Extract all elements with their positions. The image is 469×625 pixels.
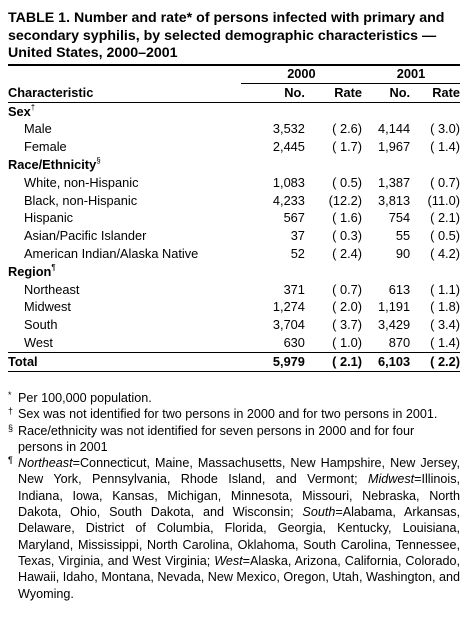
table-row (8, 298, 460, 316)
rate-2001: ( 3.0) (430, 121, 460, 137)
footnotes (8, 390, 460, 602)
count-2000: 3,704 (272, 317, 305, 333)
total-rate-2000: ( 2.1) (305, 352, 362, 371)
section-header-row (8, 102, 460, 120)
total-rate-2001: ( 2.2) (410, 352, 460, 371)
section-footnote-mark: § (96, 155, 101, 165)
footnote-sex-text: Sex was not identified for two persons in 2000 and for two persons in 2001. (18, 407, 438, 422)
rate-2001: ( 0.7) (430, 174, 460, 190)
row-label: Northeast (24, 281, 80, 297)
row-label: Hispanic (24, 210, 74, 226)
section-name: Region (8, 263, 52, 279)
region-states-west: =Alaska, Arizona, California, Colorado, Hawaii, Idaho, Montana, Nevada, New Mexico, Oregon, Utah, Washington, and Wyoming. (18, 553, 460, 601)
section-footnote-mark: ¶ (51, 262, 56, 272)
region-name-northeast: Northeast (18, 456, 73, 471)
no-2000-header: No. (241, 83, 305, 102)
rate-2000-header: Rate (305, 83, 362, 102)
count-2000: 567 (283, 210, 305, 226)
region-name-south: South (302, 505, 336, 520)
count-2000: 1,274 (272, 299, 305, 315)
row-label: Black, non-Hispanic (24, 192, 138, 208)
characteristic-header: Characteristic (8, 83, 241, 102)
section-header-row (8, 156, 460, 174)
rate-2001: ( 0.5) (430, 228, 460, 244)
column-header-row (8, 83, 460, 102)
count-2000: 630 (283, 334, 305, 350)
table-row (8, 174, 460, 192)
region-name-west: West (214, 553, 243, 568)
region-states-northeast: =Connecticut, Maine, Massachusetts, New Hampshire, New Jersey, New York, Pennsylvania, Rhode Island, and Vermont; (18, 456, 460, 487)
row-label: Male (24, 121, 52, 137)
table-row (8, 316, 460, 334)
rate-2000: ( 1.6) (332, 210, 363, 226)
count-2001: 613 (388, 281, 411, 297)
count-2001: 3,429 (378, 317, 411, 333)
rate-2001: ( 4.2) (430, 245, 460, 261)
total-count-2001: 6,103 (362, 352, 410, 371)
total-count-2000: 5,979 (241, 352, 305, 371)
count-2001: 1,191 (378, 299, 411, 315)
count-2000: 4,233 (272, 192, 305, 208)
row-label: White, non-Hispanic (24, 174, 139, 190)
rate-2000: ( 3.7) (332, 317, 363, 333)
year-2001-label: 2001 (362, 65, 460, 83)
footnote-para-mark: ¶ (8, 455, 13, 466)
section-footnote-mark: † (30, 102, 36, 112)
rate-2000: (12.2) (328, 192, 363, 208)
rate-2001: (11.0) (427, 192, 460, 208)
rate-2001: ( 1.8) (430, 299, 460, 315)
count-2001: 90 (395, 245, 411, 261)
row-label: West (24, 334, 53, 350)
region-name-midwest: Midwest (367, 472, 415, 487)
table-row (8, 245, 460, 263)
count-2001: 1,387 (378, 174, 411, 190)
rate-2000: ( 1.7) (332, 139, 363, 155)
count-2001: 55 (395, 228, 411, 244)
rate-2001: ( 1.1) (430, 281, 460, 297)
section-name: Race/Ethnicity (8, 156, 97, 172)
count-2000: 3,532 (272, 121, 305, 137)
row-label: Asian/Pacific Islander (24, 228, 147, 244)
footnote-dagger-mark: † (8, 406, 14, 417)
row-label: Midwest (24, 299, 71, 315)
table-row (8, 334, 460, 352)
footnote-race (8, 423, 460, 456)
count-2000: 1,083 (272, 174, 305, 190)
table-row (8, 209, 460, 227)
rate-2000: ( 2.0) (332, 299, 363, 315)
rate-2000: ( 0.7) (332, 281, 363, 297)
count-2001: 754 (388, 210, 411, 226)
data-table (8, 65, 460, 372)
table-row (8, 120, 460, 138)
row-label: South (24, 317, 58, 333)
rate-2000: ( 2.6) (332, 121, 363, 137)
year-header-row (8, 65, 460, 83)
count-2001: 4,144 (378, 121, 411, 137)
count-2000: 37 (290, 228, 305, 244)
table-row (8, 281, 460, 299)
region-states-midwest: =Illinois, Indiana, Iowa, Kansas, Michigan, Minnesota, Missouri, Nebraska, North Dakota, Ohio, South Dakota, and Wisconsin; (18, 472, 460, 520)
count-2000: 2,445 (272, 139, 305, 155)
footnote-sex (8, 406, 460, 422)
rate-2001: ( 2.1) (430, 210, 460, 226)
count-2000: 371 (283, 281, 305, 297)
count-2000: 52 (290, 245, 305, 261)
count-2001: 870 (388, 334, 411, 350)
section-name: Sex (8, 103, 31, 119)
rate-2000: ( 0.3) (332, 228, 363, 244)
table-row (8, 192, 460, 210)
table-row (8, 227, 460, 245)
rate-2000: ( 0.5) (332, 174, 363, 190)
rate-2000: ( 2.4) (332, 245, 363, 261)
footnote-rate-text: Per 100,000 population. (18, 391, 152, 405)
section-header-row (8, 263, 460, 281)
count-2001: 1,967 (378, 139, 411, 155)
rate-2000: ( 1.0) (332, 334, 363, 350)
row-label: Female (24, 139, 67, 155)
rate-2001: ( 1.4) (430, 334, 460, 350)
count-2001: 3,813 (378, 192, 411, 208)
footnote-race-text: Race/ethnicity was not identified for seven persons in 2000 and for four persons in 2001 (18, 423, 415, 454)
footnote-section-mark: § (8, 422, 14, 433)
region-states-south: =Alabama, Arkansas, Delaware, District of Columbia, Florida, Georgia, Kentucky, Louisiana, Maryland, Mississippi, North Carolina, Oklahoma, South Carolina, Tennessee, Texas, Virginia, and West Virginia; (18, 505, 460, 568)
total-label: Total (8, 352, 241, 371)
footnote-star-mark: * (8, 390, 12, 400)
rate-2001: ( 1.4) (430, 139, 460, 155)
no-2001-header: No. (362, 83, 410, 102)
footnote-rate (8, 390, 460, 406)
row-label: American Indian/Alaska Native (24, 245, 199, 261)
table-row (8, 138, 460, 156)
footnote-regions (8, 455, 460, 602)
year-2000-label: 2000 (241, 65, 362, 83)
total-row (8, 352, 460, 371)
rate-2001-header: Rate (410, 83, 460, 102)
rate-2001: ( 3.4) (430, 317, 460, 333)
table-title: TABLE 1. Number and rate* of persons infected with primary and secondary syphilis, by selected demographic characteristics — United States, 2000–2001 (8, 10, 445, 61)
